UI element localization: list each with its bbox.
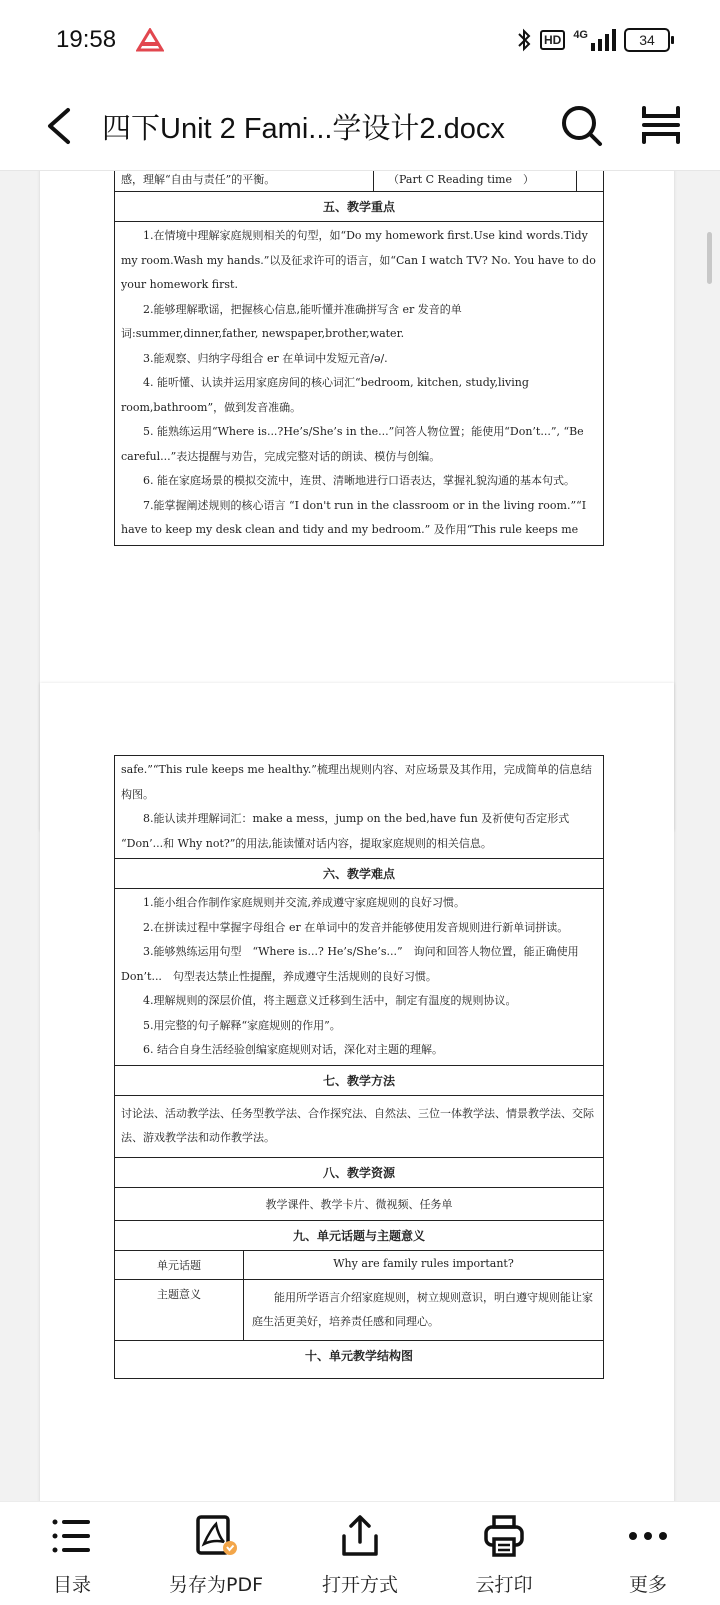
document-title: 四下Unit 2 Fami...学设计2.docx	[102, 113, 505, 145]
toc-button[interactable]	[0, 1502, 144, 1605]
section-heading-teaching-resources: 八、教学资源	[115, 1158, 603, 1188]
scrollbar-thumb[interactable]	[707, 232, 712, 284]
meaning-label: 主题意义	[115, 1280, 244, 1340]
cloud-print-button[interactable]	[432, 1502, 576, 1605]
bottom-toolbar	[0, 1501, 720, 1605]
exit-reading-icon[interactable]	[638, 102, 684, 148]
list-item: 5.用完整的句子解释“家庭规则的作用”。	[143, 1018, 341, 1032]
list-item: 4.理解规则的深层价值，将主题意义迁移到生活中，制定有温度的规则协议。	[143, 994, 517, 1007]
list-item: 2.能够理解歌谣，把握核心信息,能听懂并准确拼写含 er 发音的单词:summer,dinner,father, newspaper,brother,water.	[121, 302, 462, 340]
table-cell	[577, 171, 603, 191]
list-item: 6. 结合自身生活经验创编家庭规则对话，深化对主题的理解。	[143, 1043, 443, 1056]
document-toolbar	[0, 82, 720, 171]
open-with-button[interactable]	[288, 1502, 432, 1605]
topic-value: Why are family rules important?	[333, 1256, 514, 1270]
bluetooth-icon	[516, 28, 532, 52]
table-cell: 感，理解“自由与责任”的平衡。	[115, 171, 374, 191]
list-item: 2.在拼读过程中掌握字母组合 er 在单词中的发音并能够使用发音规则进行新单词拼读。	[143, 920, 569, 934]
section-heading-unit-topic: 九、单元话题与主题意义	[115, 1221, 603, 1251]
app-notification-icon	[136, 28, 164, 54]
meaning-value: 能用所学语言介绍家庭规则，树立规则意识，明白遵守规则能让家庭生活更美好，培养责任感和同理心。	[252, 1290, 593, 1328]
lesson-table-part2	[114, 755, 604, 1379]
more-label: 更多	[628, 1574, 667, 1596]
table-cell: （Part C Reading time ）	[374, 171, 577, 191]
table-row	[115, 171, 603, 192]
hd-badge: HD	[540, 30, 565, 50]
save-as-pdf-button[interactable]	[144, 1502, 288, 1605]
list-item: 1.在情境中理解家庭规则相关的句型，如“Do my homework first.Use kind words.Tidy my room.Wash my hands.”以及征求许可的语言，如“Can I watch TV? No. You have to do your homework first.	[121, 229, 596, 291]
list-item: 7.能掌握阐述规则的核心语言 “I don't run in the classroom or in the living room.”“I have to keep my desk clean and tidy and my bedroom.” 及作用“This rule keeps me	[121, 498, 587, 536]
section-heading-teaching-focus: 五、教学重点	[115, 192, 603, 222]
share-icon	[338, 1514, 382, 1558]
paragraph: 讨论法、活动教学法、任务型教学法、合作探究法、自然法、三位一体教学法、情景教学法、交际法、游戏教学法和动作教学法。	[121, 1106, 594, 1144]
list-item: 1.能小组合作制作家庭规则并交流,养成遵守家庭规则的良好习惯。	[143, 896, 465, 909]
lesson-table-part1	[114, 171, 604, 546]
save-as-pdf-label: 另存为PDF	[168, 1574, 264, 1596]
teaching-focus-content	[115, 222, 603, 545]
section-heading-structure-diagram: 十、单元教学结构图	[304, 1348, 413, 1363]
status-time: 19:58	[56, 26, 117, 53]
more-button[interactable]	[576, 1502, 720, 1605]
list-item: 3.能观察、归纳字母组合 er 在单词中发短元音/ə/.	[143, 351, 388, 365]
toc-label: 目录	[52, 1574, 91, 1596]
list-item: 3.能够熟练运用句型 “Where is...? He’s/She’s...” 询问和回答人物位置，能正确使用 Don’t... 句型表达禁止性提醒，养成遵守生活规则的良好习惯。	[121, 945, 590, 983]
list-item: 8.能认读并理解词汇：make a mess，jump on the bed,have fun 及祈使句否定形式 “Don’...和 Why not?”的用法,能读懂对话内容，提取家庭规则的相关信息。	[121, 812, 570, 850]
list-item: 6. 能在家庭场景的模拟交流中，连贯、清晰地进行口语表达，掌握礼貌沟通的基本句式。	[143, 474, 575, 487]
search-icon[interactable]	[558, 102, 604, 148]
list-icon	[50, 1514, 94, 1558]
pdf-icon	[194, 1514, 238, 1558]
table-row-unit-topic	[115, 1251, 603, 1280]
status-icons	[516, 28, 670, 52]
section-heading-teaching-methods: 七、教学方法	[115, 1066, 603, 1096]
table-row-theme-meaning	[115, 1280, 603, 1341]
list-item: safe.”“This rule keeps me healthy.”梳理出规则内容、对应场景及其作用，完成简单的信息结构图。	[121, 763, 592, 801]
teaching-focus-continued	[115, 756, 603, 859]
network-label: 4G	[573, 29, 588, 41]
back-arrow-icon[interactable]	[40, 104, 80, 148]
list-item: 4. 能听懂、认读并运用家庭房间的核心词汇“bedroom, kitchen, study,living room,bathroom”，做到发音准确。	[121, 376, 529, 414]
topic-label: 单元话题	[115, 1251, 244, 1279]
teaching-difficulties-content	[115, 889, 603, 1066]
printer-icon	[482, 1514, 526, 1558]
signal-icon	[590, 29, 616, 51]
teaching-resources-content: 教学课件、教学卡片、微视频、任务单	[115, 1188, 603, 1221]
status-bar	[0, 0, 720, 82]
open-with-label: 打开方式	[321, 1574, 398, 1596]
list-item: 5. 能熟练运用“Where is...?He’s/She’s in the...”问答人物位置；能使用“Don’t...”, “Be careful...”表达提醒与劝告，完成完整对话的朗读、模仿与创编。	[121, 425, 584, 463]
battery-icon: 34	[624, 28, 670, 52]
section-heading-teaching-difficulties: 六、教学难点	[115, 859, 603, 889]
teaching-methods-content	[115, 1096, 603, 1158]
document-viewport[interactable]	[0, 171, 720, 1501]
more-icon	[626, 1514, 670, 1558]
cloud-print-label: 云打印	[475, 1574, 533, 1596]
document-page-2	[40, 683, 674, 1501]
